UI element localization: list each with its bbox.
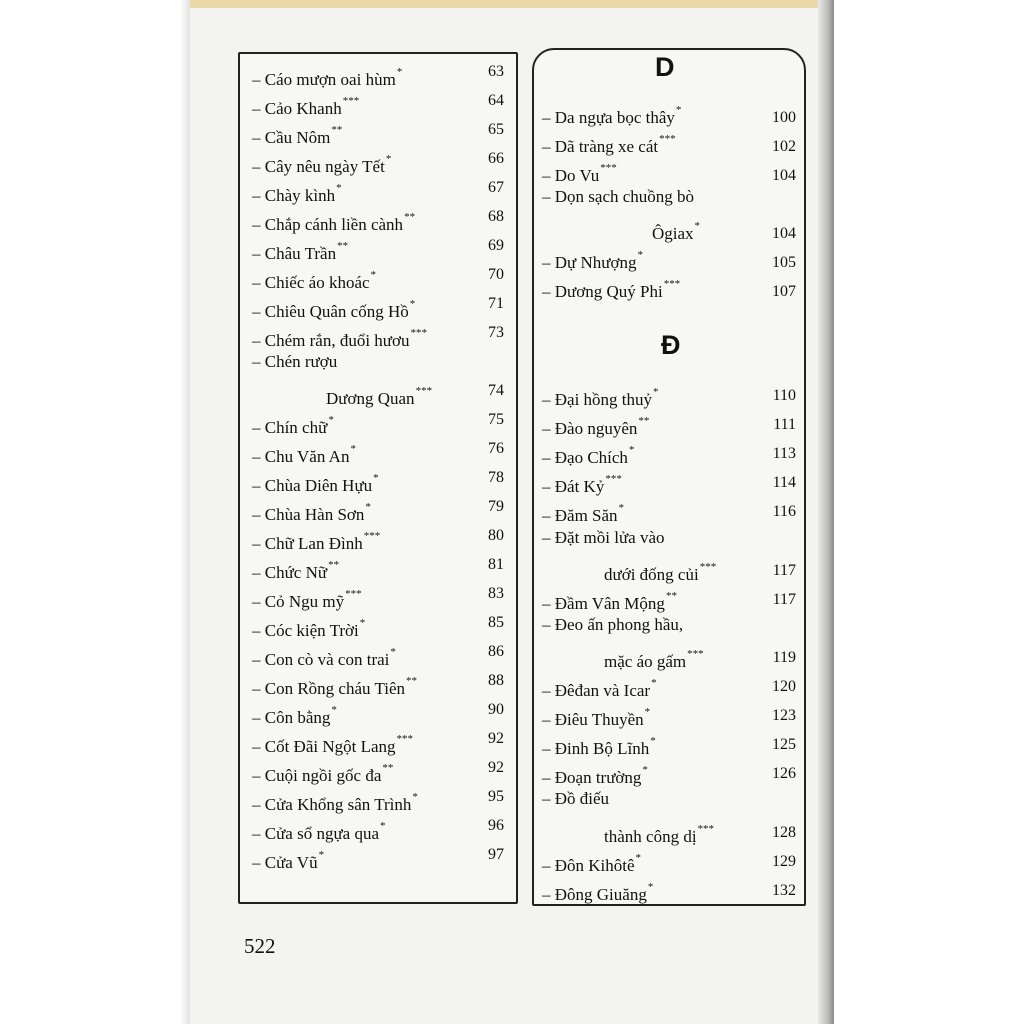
difficulty-stars: *** xyxy=(605,473,622,486)
difficulty-stars: * xyxy=(385,153,392,165)
index-entry xyxy=(252,497,371,525)
difficulty-stars: * xyxy=(396,66,403,78)
entry-title: Cáo mượn oai hùm xyxy=(264,70,396,89)
section-letter-d: D xyxy=(655,52,675,82)
entry-page-number: 119 xyxy=(772,648,796,666)
index-entry xyxy=(542,877,653,905)
index-entry xyxy=(542,615,683,635)
entry-title: Chắp cánh liền cành xyxy=(264,215,404,234)
entry-title: Cảo Khanh xyxy=(264,99,342,118)
entry-page-number: 73 xyxy=(488,324,504,341)
index-entry xyxy=(326,381,432,409)
entry-title: Đông Giuăng xyxy=(554,884,647,904)
entry-title: Côn bằng xyxy=(264,708,331,727)
entry-page-number: 66 xyxy=(488,150,504,167)
difficulty-stars: * xyxy=(694,220,701,232)
index-entry xyxy=(252,265,376,293)
index-entry xyxy=(252,613,365,641)
entry-title: Điêu Thuyền xyxy=(554,710,644,730)
entry-page-number: 92 xyxy=(488,759,504,776)
entry-title: thành công dị xyxy=(604,826,697,846)
difficulty-stars: *** xyxy=(396,733,414,745)
index-entry xyxy=(252,410,334,438)
entry-page-number: 68 xyxy=(488,208,504,225)
entry-title: Đầm Vân Mộng xyxy=(554,593,665,613)
entry-page-number: 92 xyxy=(488,730,504,747)
difficulty-stars: * xyxy=(331,704,337,716)
index-entry xyxy=(252,526,380,554)
difficulty-stars: * xyxy=(350,443,356,455)
difficulty-stars: *** xyxy=(342,95,360,107)
index-entry xyxy=(252,700,337,728)
difficulty-stars: *** xyxy=(410,327,427,339)
entry-page-number: 83 xyxy=(488,585,504,602)
entry-page-number: 114 xyxy=(772,474,796,492)
entry-title: Đào nguyên xyxy=(554,419,638,439)
difficulty-stars: * xyxy=(651,677,657,689)
entry-page-number: 97 xyxy=(488,846,504,863)
index-entry xyxy=(252,555,339,583)
entry-title: Chữ Lan Đình xyxy=(264,534,363,553)
page-number: 522 xyxy=(244,934,276,958)
index-entry xyxy=(542,731,656,759)
entry-title: Dọn sạch chuồng bò xyxy=(554,187,695,206)
entry-title: Cây nêu ngày Tết xyxy=(264,157,385,176)
page-edge-shadow xyxy=(818,0,834,1024)
entry-page-number: 105 xyxy=(772,254,796,271)
difficulty-stars: * xyxy=(412,791,418,803)
index-entry xyxy=(252,120,342,148)
difficulty-stars: * xyxy=(618,502,625,515)
difficulty-stars: * xyxy=(409,298,416,310)
difficulty-stars: * xyxy=(365,501,371,513)
index-entry xyxy=(652,216,700,244)
entry-page-number: 132 xyxy=(772,881,796,899)
difficulty-stars: * xyxy=(628,444,635,457)
entry-page-number: 116 xyxy=(772,503,796,521)
difficulty-stars: * xyxy=(373,472,379,484)
entry-title: Đát Kỷ xyxy=(554,477,605,497)
difficulty-stars: * xyxy=(644,706,651,719)
index-entry xyxy=(252,91,359,119)
entry-page-number: 74 xyxy=(488,382,504,399)
index-entry xyxy=(542,702,650,730)
difficulty-stars: ** xyxy=(665,589,677,602)
index-entry xyxy=(252,758,393,786)
entry-page-number: 79 xyxy=(488,498,504,515)
index-entry xyxy=(604,644,704,672)
difficulty-stars: ** xyxy=(328,559,340,571)
index-entry xyxy=(542,528,665,548)
index-entry xyxy=(252,149,391,177)
entry-page-number: 71 xyxy=(488,295,504,312)
difficulty-stars: *** xyxy=(600,162,617,174)
entry-title: Đinh Bộ Lĩnh xyxy=(554,739,650,759)
entry-page-number: 104 xyxy=(772,167,796,184)
index-entry xyxy=(542,673,657,701)
index-entry xyxy=(542,274,680,302)
difficulty-stars: * xyxy=(336,182,342,194)
page-top-edge xyxy=(190,0,834,8)
entry-title: Do Vu xyxy=(554,166,600,185)
difficulty-stars: ** xyxy=(331,124,343,136)
entry-title: Chùa Hàn Sơn xyxy=(264,505,365,524)
entry-title: Dã tràng xe cát xyxy=(554,137,659,156)
entry-page-number: 104 xyxy=(772,225,796,242)
index-entry xyxy=(542,586,677,614)
index-entry xyxy=(542,848,641,876)
index-entry xyxy=(542,129,676,157)
difficulty-stars: * xyxy=(390,646,396,658)
entry-title: Đeo ấn phong hầu, xyxy=(554,614,684,634)
entry-title: Cốt Đãi Ngột Lang xyxy=(264,737,396,756)
entry-page-number: 100 xyxy=(772,109,796,126)
index-entry xyxy=(252,323,427,351)
entry-title: Cửa sổ ngựa qua xyxy=(264,824,380,843)
entry-title: Đêđan và Icar xyxy=(554,681,651,700)
difficulty-stars: *** xyxy=(663,278,681,290)
index-entry xyxy=(252,178,342,206)
entry-page-number: 90 xyxy=(488,701,504,718)
entry-title: Da ngựa bọc thây xyxy=(554,108,675,127)
index-entry xyxy=(252,468,379,496)
entry-page-number: 81 xyxy=(488,556,504,573)
index-entry xyxy=(604,557,716,585)
difficulty-stars: * xyxy=(318,849,325,861)
entry-title: Con cò và con trai xyxy=(264,650,390,669)
difficulty-stars: * xyxy=(650,735,656,748)
index-entry xyxy=(542,382,659,410)
index-entry xyxy=(542,158,617,186)
difficulty-stars: * xyxy=(370,269,377,281)
entry-page-number: 110 xyxy=(772,387,796,404)
difficulty-stars: * xyxy=(635,851,642,864)
index-entry xyxy=(252,207,415,235)
entry-page-number: 65 xyxy=(488,121,504,138)
entry-title: Dương Quan xyxy=(326,389,415,408)
entry-page-number: 125 xyxy=(772,736,796,754)
index-entry xyxy=(252,816,386,844)
entry-title: Châu Trần xyxy=(264,244,337,263)
index-entry xyxy=(252,294,415,322)
index-entry xyxy=(252,671,417,699)
entry-title: Đặt mồi lửa vào xyxy=(554,527,665,547)
difficulty-stars: ** xyxy=(382,762,394,774)
entry-page-number: 123 xyxy=(772,707,796,725)
entry-page-number: 107 xyxy=(772,283,796,300)
entry-title: Cóc kiện Trời xyxy=(264,621,359,640)
entry-title: Chày kình xyxy=(264,186,336,205)
index-entry xyxy=(542,100,681,128)
entry-page-number: 78 xyxy=(488,469,504,486)
index-entry xyxy=(252,729,413,757)
entry-page-number: 70 xyxy=(488,266,504,283)
index-entry xyxy=(542,187,694,207)
entry-page-number: 126 xyxy=(772,765,796,783)
entry-title: Ôgiax xyxy=(652,224,694,243)
entry-page-number: 64 xyxy=(488,92,504,109)
entry-page-number: 69 xyxy=(488,237,504,254)
entry-page-number: 117 xyxy=(772,590,796,608)
entry-title: Chùa Diên Hựu xyxy=(264,476,373,495)
index-entry xyxy=(252,236,348,264)
entry-title: Chu Văn An xyxy=(264,447,350,466)
entry-page-number: 85 xyxy=(488,614,504,631)
entry-page-number: 80 xyxy=(488,527,504,544)
index-entry xyxy=(542,760,648,788)
entry-page-number: 113 xyxy=(772,445,796,463)
entry-page-number: 117 xyxy=(772,561,796,579)
entry-title: Cỏ Ngu mỹ xyxy=(264,592,345,611)
index-entry xyxy=(252,642,396,670)
index-entry xyxy=(604,819,714,847)
entry-page-number: 67 xyxy=(488,179,504,196)
index-entry xyxy=(542,789,609,809)
difficulty-stars: * xyxy=(642,764,648,777)
entry-page-number: 129 xyxy=(772,852,796,870)
entry-page-number: 76 xyxy=(488,440,504,457)
index-entry xyxy=(252,845,324,873)
index-entry xyxy=(542,440,634,468)
entry-page-number: 111 xyxy=(773,416,796,434)
entry-title: Cửa Vũ xyxy=(264,853,318,872)
entry-title: Chức Nữ xyxy=(264,563,328,582)
difficulty-stars: * xyxy=(328,414,334,426)
difficulty-stars: *** xyxy=(415,385,433,397)
difficulty-stars: *** xyxy=(659,133,676,145)
entry-title: Cuội ngồi gốc đa xyxy=(264,766,382,785)
entry-page-number: 75 xyxy=(488,411,504,428)
index-entry xyxy=(252,787,418,815)
entry-page-number: 88 xyxy=(488,672,504,689)
difficulty-stars: * xyxy=(647,880,654,893)
index-entry xyxy=(252,62,402,90)
entry-title: dưới đống củi xyxy=(604,564,699,584)
entry-page-number: 95 xyxy=(488,788,504,805)
entry-title: Đồ điếu xyxy=(554,789,610,809)
difficulty-stars: ** xyxy=(406,675,418,687)
difficulty-stars: * xyxy=(637,249,643,261)
index-entry xyxy=(252,439,356,467)
difficulty-stars: ** xyxy=(404,211,416,223)
difficulty-stars: * xyxy=(675,104,682,116)
entry-title: Cửa Khổng sân Trình xyxy=(264,795,412,814)
entry-title: Cầu Nôm xyxy=(264,128,331,147)
entry-title: Chiêu Quân cống Hồ xyxy=(264,302,409,321)
index-entry xyxy=(252,584,362,612)
index-entry xyxy=(542,245,643,273)
difficulty-stars: *** xyxy=(345,588,362,600)
index-entry xyxy=(542,498,624,526)
entry-title: Con Rồng cháu Tiên xyxy=(264,679,406,698)
entry-title: Đạo Chích xyxy=(554,448,628,468)
index-entry xyxy=(252,352,337,372)
entry-title: Chém rắn, đuổi hươu xyxy=(264,331,410,350)
entry-page-number: 86 xyxy=(488,643,504,660)
difficulty-stars: * xyxy=(359,617,366,629)
entry-title: Dương Quý Phi xyxy=(554,282,663,301)
difficulty-stars: *** xyxy=(697,822,715,835)
entry-title: Đôn Kihôtê xyxy=(554,855,635,875)
index-entry xyxy=(542,411,649,439)
entry-page-number: 128 xyxy=(772,823,796,841)
index-entry xyxy=(542,469,622,497)
entry-title: Đăm Săn xyxy=(554,506,618,526)
difficulty-stars: ** xyxy=(638,415,650,428)
difficulty-stars: *** xyxy=(687,647,704,660)
section-letter-dd: Đ xyxy=(661,330,681,360)
difficulty-stars: *** xyxy=(699,560,717,573)
entry-title: Đoạn trường xyxy=(554,768,642,788)
entry-title: Chín chữ xyxy=(264,418,328,437)
entry-page-number: 120 xyxy=(772,678,796,695)
entry-title: Dự Nhượng xyxy=(554,253,637,272)
difficulty-stars: *** xyxy=(363,530,381,542)
difficulty-stars: ** xyxy=(337,240,349,252)
entry-title: Đại hồng thuỷ xyxy=(554,390,653,409)
entry-title: Chén rượu xyxy=(264,352,338,371)
difficulty-stars: * xyxy=(380,820,386,832)
entry-title: Chiếc áo khoác xyxy=(264,273,370,292)
difficulty-stars: * xyxy=(653,386,659,398)
entry-page-number: 102 xyxy=(772,138,796,155)
entry-page-number: 63 xyxy=(488,63,504,80)
entry-title: mặc áo gấm xyxy=(604,651,687,671)
entry-page-number: 96 xyxy=(488,817,504,834)
